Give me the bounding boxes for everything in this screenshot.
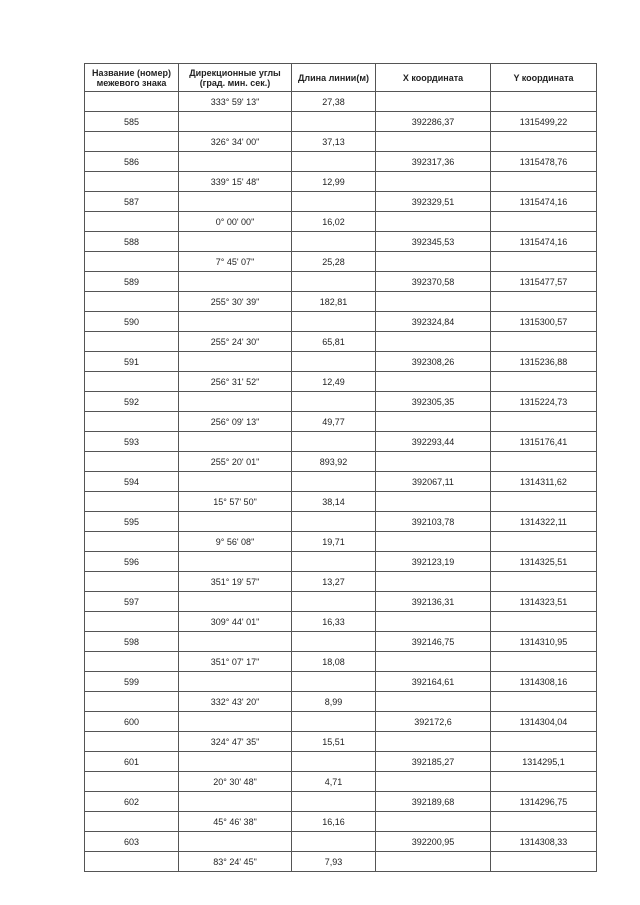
sign-name-cell <box>85 92 179 112</box>
bearing-cell: 20° 30' 48" <box>179 772 292 792</box>
y-coordinate-cell: 1314310,95 <box>491 632 597 652</box>
line-length-cell: 12,49 <box>292 372 376 392</box>
sign-name-cell <box>85 332 179 352</box>
table-row <box>85 612 597 632</box>
sign-name-cell: 592 <box>85 392 179 412</box>
x-coordinate-cell: 392317,36 <box>376 152 491 172</box>
sign-name-cell <box>85 452 179 472</box>
y-coordinate-cell: 1315176,41 <box>491 432 597 452</box>
y-coordinate-cell <box>491 532 597 552</box>
y-coordinate-cell: 1314323,51 <box>491 592 597 612</box>
line-length-cell <box>292 312 376 332</box>
y-coordinate-cell: 1314296,75 <box>491 792 597 812</box>
table-row <box>85 132 597 152</box>
y-coordinate-cell <box>491 252 597 272</box>
bearing-cell: 83° 24' 45" <box>179 852 292 872</box>
header-bearing: Дирекционные углы (град. мин. сек.) <box>179 64 292 92</box>
y-coordinate-cell <box>491 652 597 672</box>
bearing-cell <box>179 472 292 492</box>
bearing-cell <box>179 192 292 212</box>
bearing-cell <box>179 792 292 812</box>
bearing-cell: 351° 19' 57" <box>179 572 292 592</box>
bearing-cell <box>179 712 292 732</box>
table-body <box>85 92 597 872</box>
header-sign-name: Название (номер) межевого знака <box>85 64 179 92</box>
bearing-cell <box>179 392 292 412</box>
x-coordinate-cell: 392067,11 <box>376 472 491 492</box>
table-row <box>85 392 597 412</box>
line-length-cell: 182,81 <box>292 292 376 312</box>
table-row <box>85 832 597 852</box>
sign-name-cell: 585 <box>85 112 179 132</box>
x-coordinate-cell <box>376 172 491 192</box>
x-coordinate-cell: 392200,95 <box>376 832 491 852</box>
x-coordinate-cell <box>376 292 491 312</box>
x-coordinate-cell: 392185,27 <box>376 752 491 772</box>
y-coordinate-cell <box>491 732 597 752</box>
y-coordinate-cell <box>491 372 597 392</box>
line-length-cell: 4,71 <box>292 772 376 792</box>
table-row <box>85 312 597 332</box>
table-row <box>85 432 597 452</box>
table-row <box>85 712 597 732</box>
sign-name-cell: 587 <box>85 192 179 212</box>
bearing-cell <box>179 432 292 452</box>
line-length-cell: 16,16 <box>292 812 376 832</box>
table-row <box>85 532 597 552</box>
table-row <box>85 332 597 352</box>
sign-name-cell <box>85 732 179 752</box>
y-coordinate-cell: 1315477,57 <box>491 272 597 292</box>
bearing-cell: 326° 34' 00" <box>179 132 292 152</box>
bearing-cell <box>179 352 292 372</box>
line-length-cell <box>292 672 376 692</box>
sign-name-cell <box>85 372 179 392</box>
line-length-cell <box>292 632 376 652</box>
bearing-cell <box>179 832 292 852</box>
table-row <box>85 292 597 312</box>
line-length-cell <box>292 512 376 532</box>
header-y-coordinate: Y координата <box>491 64 597 92</box>
line-length-cell: 18,08 <box>292 652 376 672</box>
line-length-cell: 13,27 <box>292 572 376 592</box>
bearing-cell <box>179 312 292 332</box>
table-row <box>85 92 597 112</box>
x-coordinate-cell: 392308,26 <box>376 352 491 372</box>
y-coordinate-cell: 1315499,22 <box>491 112 597 132</box>
line-length-cell <box>292 792 376 812</box>
table-row <box>85 252 597 272</box>
y-coordinate-cell: 1315478,76 <box>491 152 597 172</box>
y-coordinate-cell: 1314322,11 <box>491 512 597 532</box>
x-coordinate-cell: 392305,35 <box>376 392 491 412</box>
y-coordinate-cell <box>491 492 597 512</box>
line-length-cell <box>292 232 376 252</box>
x-coordinate-cell <box>376 372 491 392</box>
table-row <box>85 652 597 672</box>
bearing-cell: 0° 00' 00" <box>179 212 292 232</box>
sign-name-cell: 597 <box>85 592 179 612</box>
x-coordinate-cell <box>376 452 491 472</box>
bearing-cell: 309° 44' 01" <box>179 612 292 632</box>
x-coordinate-cell <box>376 612 491 632</box>
header-line-length: Длина линии(м) <box>292 64 376 92</box>
x-coordinate-cell <box>376 692 491 712</box>
bearing-cell <box>179 552 292 572</box>
table-row <box>85 852 597 872</box>
x-coordinate-cell <box>376 92 491 112</box>
x-coordinate-cell <box>376 732 491 752</box>
table-row <box>85 512 597 532</box>
x-coordinate-cell <box>376 412 491 432</box>
y-coordinate-cell <box>491 92 597 112</box>
sign-name-cell <box>85 772 179 792</box>
bearing-cell: 339° 15' 48" <box>179 172 292 192</box>
sign-name-cell: 596 <box>85 552 179 572</box>
line-length-cell: 7,93 <box>292 852 376 872</box>
x-coordinate-cell <box>376 572 491 592</box>
table-row <box>85 372 597 392</box>
bearing-cell <box>179 752 292 772</box>
x-coordinate-cell <box>376 852 491 872</box>
bearing-cell: 45° 46' 38" <box>179 812 292 832</box>
y-coordinate-cell: 1315300,57 <box>491 312 597 332</box>
line-length-cell: 16,02 <box>292 212 376 232</box>
y-coordinate-cell <box>491 452 597 472</box>
sign-name-cell <box>85 212 179 232</box>
sign-name-cell <box>85 492 179 512</box>
x-coordinate-cell <box>376 132 491 152</box>
line-length-cell <box>292 712 376 732</box>
y-coordinate-cell <box>491 292 597 312</box>
sign-name-cell <box>85 252 179 272</box>
line-length-cell <box>292 192 376 212</box>
x-coordinate-cell <box>376 332 491 352</box>
x-coordinate-cell <box>376 772 491 792</box>
y-coordinate-cell <box>491 612 597 632</box>
line-length-cell: 893,92 <box>292 452 376 472</box>
table-row <box>85 732 597 752</box>
line-length-cell: 8,99 <box>292 692 376 712</box>
sign-name-cell: 599 <box>85 672 179 692</box>
y-coordinate-cell <box>491 772 597 792</box>
sign-name-cell: 595 <box>85 512 179 532</box>
x-coordinate-cell: 392164,61 <box>376 672 491 692</box>
bearing-cell: 333° 59' 13" <box>179 92 292 112</box>
line-length-cell <box>292 552 376 572</box>
x-coordinate-cell: 392146,75 <box>376 632 491 652</box>
sign-name-cell: 590 <box>85 312 179 332</box>
line-length-cell <box>292 152 376 172</box>
header-x-coordinate: X координата <box>376 64 491 92</box>
table-row <box>85 232 597 252</box>
table-row <box>85 792 597 812</box>
bearing-cell <box>179 632 292 652</box>
line-length-cell: 27,38 <box>292 92 376 112</box>
y-coordinate-cell: 1314325,51 <box>491 552 597 572</box>
y-coordinate-cell: 1314311,62 <box>491 472 597 492</box>
sign-name-cell <box>85 532 179 552</box>
sign-name-cell: 600 <box>85 712 179 732</box>
y-coordinate-cell <box>491 572 597 592</box>
x-coordinate-cell <box>376 532 491 552</box>
bearing-cell: 332° 43' 20" <box>179 692 292 712</box>
table-header-row <box>85 64 597 92</box>
table-row <box>85 452 597 472</box>
y-coordinate-cell <box>491 132 597 152</box>
table-row <box>85 812 597 832</box>
table-row <box>85 572 597 592</box>
table-row <box>85 632 597 652</box>
line-length-cell: 38,14 <box>292 492 376 512</box>
y-coordinate-cell <box>491 692 597 712</box>
table-row <box>85 592 597 612</box>
table-row <box>85 772 597 792</box>
x-coordinate-cell: 392136,31 <box>376 592 491 612</box>
x-coordinate-cell: 392370,58 <box>376 272 491 292</box>
sign-name-cell <box>85 852 179 872</box>
table-row <box>85 752 597 772</box>
sign-name-cell: 588 <box>85 232 179 252</box>
line-length-cell <box>292 272 376 292</box>
table-row <box>85 552 597 572</box>
bearing-cell <box>179 112 292 132</box>
line-length-cell: 37,13 <box>292 132 376 152</box>
sign-name-cell <box>85 292 179 312</box>
line-length-cell <box>292 432 376 452</box>
sign-name-cell: 586 <box>85 152 179 172</box>
table-row <box>85 472 597 492</box>
x-coordinate-cell: 392172,6 <box>376 712 491 732</box>
x-coordinate-cell <box>376 492 491 512</box>
sign-name-cell <box>85 132 179 152</box>
sign-name-cell: 594 <box>85 472 179 492</box>
bearing-cell <box>179 272 292 292</box>
table-row <box>85 412 597 432</box>
bearing-cell: 256° 31' 52" <box>179 372 292 392</box>
bearing-cell: 9° 56' 08" <box>179 532 292 552</box>
y-coordinate-cell: 1315474,16 <box>491 192 597 212</box>
bearing-cell: 7° 45' 07" <box>179 252 292 272</box>
line-length-cell <box>292 832 376 852</box>
y-coordinate-cell <box>491 332 597 352</box>
sign-name-cell <box>85 692 179 712</box>
table-row <box>85 692 597 712</box>
bearing-cell: 255° 20' 01" <box>179 452 292 472</box>
sign-name-cell: 603 <box>85 832 179 852</box>
y-coordinate-cell <box>491 812 597 832</box>
bearing-cell: 351° 07' 17" <box>179 652 292 672</box>
x-coordinate-cell: 392345,53 <box>376 232 491 252</box>
x-coordinate-cell: 392324,84 <box>376 312 491 332</box>
line-length-cell: 12,99 <box>292 172 376 192</box>
table-row <box>85 492 597 512</box>
bearing-cell: 255° 24' 30" <box>179 332 292 352</box>
y-coordinate-cell: 1314295,1 <box>491 752 597 772</box>
line-length-cell <box>292 392 376 412</box>
x-coordinate-cell <box>376 652 491 672</box>
x-coordinate-cell <box>376 212 491 232</box>
y-coordinate-cell: 1314308,16 <box>491 672 597 692</box>
sign-name-cell: 602 <box>85 792 179 812</box>
table-row <box>85 172 597 192</box>
bearing-cell <box>179 232 292 252</box>
line-length-cell <box>292 352 376 372</box>
line-length-cell <box>292 592 376 612</box>
line-length-cell: 19,71 <box>292 532 376 552</box>
line-length-cell: 16,33 <box>292 612 376 632</box>
y-coordinate-cell <box>491 852 597 872</box>
table-row <box>85 672 597 692</box>
x-coordinate-cell: 392123,19 <box>376 552 491 572</box>
line-length-cell: 49,77 <box>292 412 376 432</box>
sign-name-cell: 591 <box>85 352 179 372</box>
line-length-cell: 65,81 <box>292 332 376 352</box>
y-coordinate-cell: 1314304,04 <box>491 712 597 732</box>
bearing-cell: 256° 09' 13" <box>179 412 292 432</box>
table-row <box>85 192 597 212</box>
sign-name-cell <box>85 812 179 832</box>
x-coordinate-cell: 392189,68 <box>376 792 491 812</box>
table-row <box>85 352 597 372</box>
y-coordinate-cell: 1315236,88 <box>491 352 597 372</box>
sign-name-cell <box>85 572 179 592</box>
line-length-cell <box>292 752 376 772</box>
table-row <box>85 212 597 232</box>
x-coordinate-cell: 392286,37 <box>376 112 491 132</box>
coordinates-table <box>84 63 597 872</box>
sign-name-cell <box>85 652 179 672</box>
x-coordinate-cell: 392293,44 <box>376 432 491 452</box>
bearing-cell <box>179 672 292 692</box>
bearing-cell: 324° 47' 35" <box>179 732 292 752</box>
line-length-cell: 25,28 <box>292 252 376 272</box>
bearing-cell <box>179 592 292 612</box>
sign-name-cell: 589 <box>85 272 179 292</box>
sign-name-cell <box>85 172 179 192</box>
line-length-cell <box>292 472 376 492</box>
y-coordinate-cell: 1315474,16 <box>491 232 597 252</box>
x-coordinate-cell: 392103,78 <box>376 512 491 532</box>
bearing-cell: 255° 30' 39" <box>179 292 292 312</box>
bearing-cell <box>179 512 292 532</box>
bearing-cell <box>179 152 292 172</box>
x-coordinate-cell <box>376 812 491 832</box>
y-coordinate-cell <box>491 172 597 192</box>
y-coordinate-cell <box>491 212 597 232</box>
x-coordinate-cell <box>376 252 491 272</box>
table-row <box>85 112 597 132</box>
y-coordinate-cell: 1315224,73 <box>491 392 597 412</box>
line-length-cell <box>292 112 376 132</box>
table-row <box>85 152 597 172</box>
bearing-cell: 15° 57' 50" <box>179 492 292 512</box>
sign-name-cell <box>85 612 179 632</box>
y-coordinate-cell <box>491 412 597 432</box>
sign-name-cell: 593 <box>85 432 179 452</box>
line-length-cell: 15,51 <box>292 732 376 752</box>
sign-name-cell: 598 <box>85 632 179 652</box>
x-coordinate-cell: 392329,51 <box>376 192 491 212</box>
sign-name-cell <box>85 412 179 432</box>
y-coordinate-cell: 1314308,33 <box>491 832 597 852</box>
sign-name-cell: 601 <box>85 752 179 772</box>
table-row <box>85 272 597 292</box>
